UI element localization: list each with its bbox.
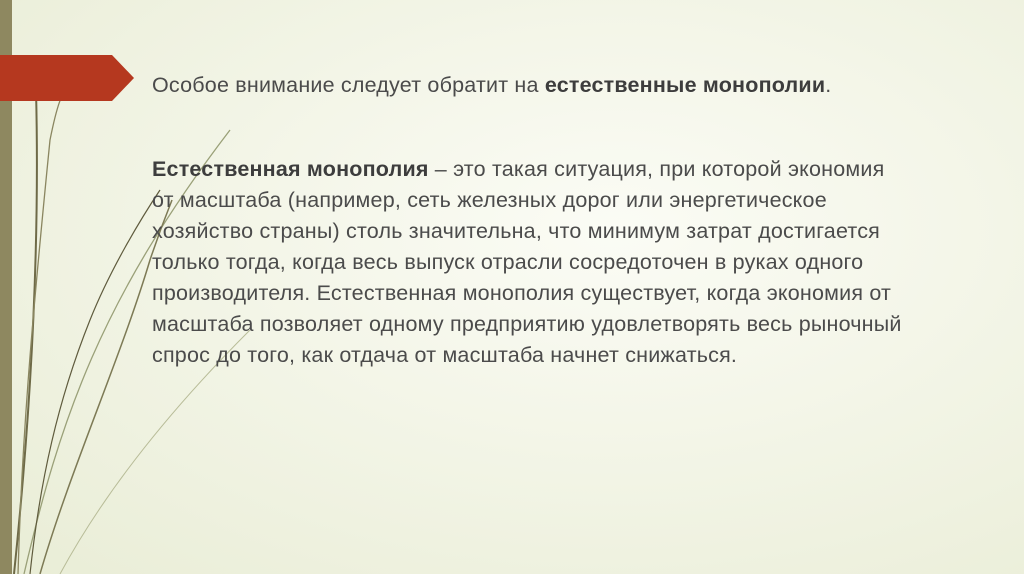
definition-text: – это такая ситуация, при которой экономия от масштаба (например, сеть железных дорог или энергетическое хозяйство страны) столь значительна, что минимум затрат достигается только тогда, когда весь выпуск отрасли сосредоточен в руках одного производителя. Естественная монополия существует, когда экономия от масштаба позволяет одному предприятию удовлетворять весь рыночный спрос до того, как отдача от масштаба начнет снижаться. — [152, 157, 902, 367]
intro-tail: . — [825, 73, 832, 97]
definition-term: Естественная монополия — [152, 157, 429, 181]
slide-content — [152, 70, 912, 371]
definition-paragraph — [152, 154, 912, 371]
accent-arrow-banner — [0, 55, 140, 115]
intro-lead: Особое внимание следует обратит на — [152, 73, 545, 97]
intro-paragraph — [152, 70, 912, 101]
intro-bold-term: естественные монополии — [544, 73, 826, 97]
